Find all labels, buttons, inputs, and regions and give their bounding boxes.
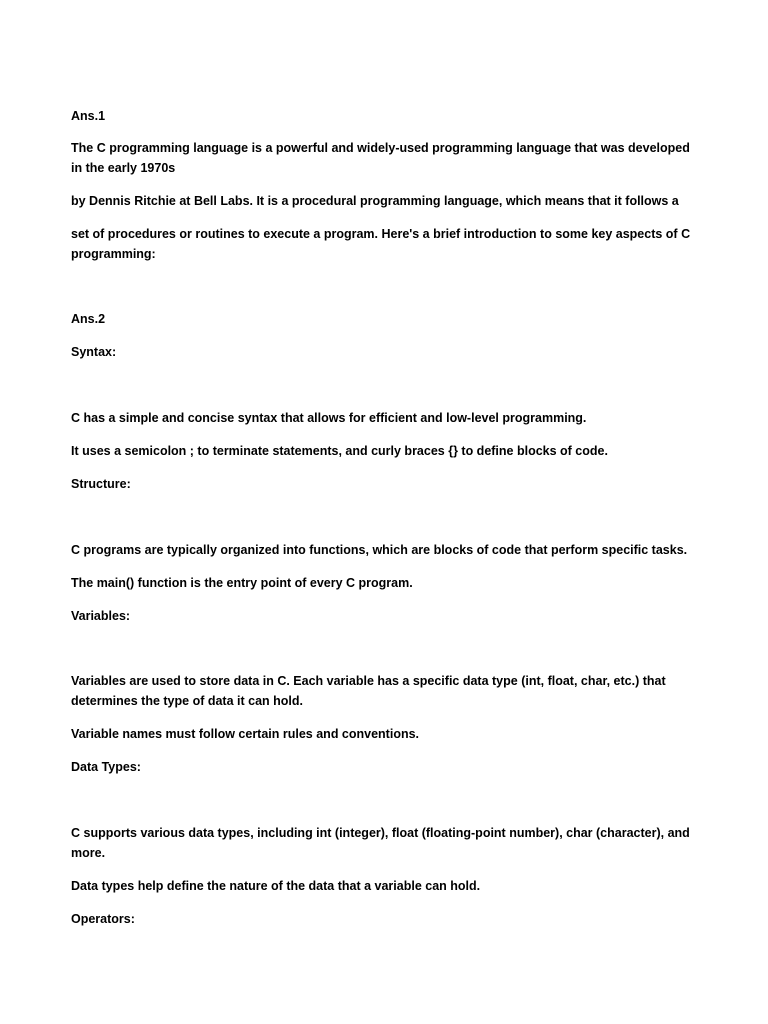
paragraph-variables-1: Variables are used to store data in C. Each variable has a specific data type (int, float, char, etc.) that determines the type of data it can hold. <box>71 674 666 708</box>
paragraph-procedures: set of procedures or routines to execute a program. Here's a brief introduction to some key aspects of C programming: <box>71 227 691 261</box>
paragraph-ritchie: by Dennis Ritchie at Bell Labs. It is a procedural programming language, which means that it follows a <box>71 194 679 208</box>
paragraph-variables-2: Variable names must follow certain rules and conventions. <box>71 727 420 741</box>
paragraph-structure-2: The main() function is the entry point of every C program. <box>71 576 413 590</box>
paragraph-data-types-2: Data types help define the nature of the data that a variable can hold. <box>71 879 481 893</box>
section-heading-syntax: Syntax: <box>71 345 117 359</box>
paragraph-intro: The C programming language is a powerful and widely-used programming language that was developed in the early 1970s <box>71 141 690 175</box>
paragraph-data-types-1: C supports various data types, including int (integer), float (floating-point number), char (character), and more. <box>71 826 690 860</box>
answer-heading-1: Ans.1 <box>71 109 106 123</box>
paragraph-syntax-1: C has a simple and concise syntax that allows for efficient and low-level programming. <box>71 411 587 425</box>
section-heading-operators: Operators: <box>71 912 135 926</box>
paragraph-structure-1: C programs are typically organized into functions, which are blocks of code that perform specific tasks. <box>71 543 688 557</box>
paragraph-syntax-2: It uses a semicolon ; to terminate statements, and curly braces {} to define blocks of code. <box>71 444 608 458</box>
section-heading-variables: Variables: <box>71 609 131 623</box>
section-heading-structure: Structure: <box>71 477 131 491</box>
answer-heading-2: Ans.2 <box>71 312 106 326</box>
section-heading-data-types: Data Types: <box>71 760 141 774</box>
